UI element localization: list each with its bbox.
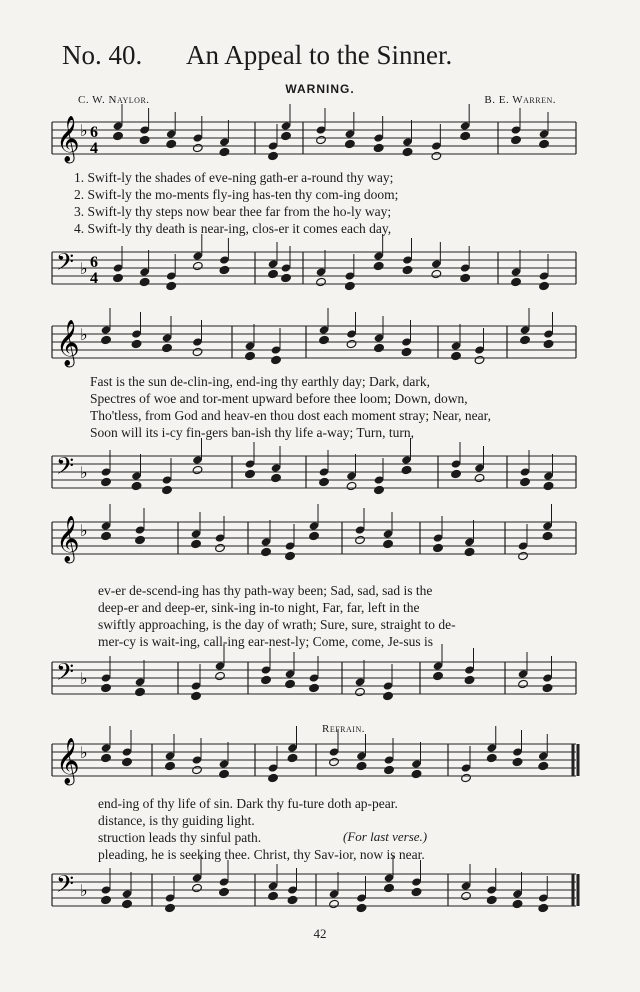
treble-clef-icon: 𝄞 <box>56 320 80 366</box>
note-head <box>281 131 292 140</box>
bass-clef-icon: 𝄢 <box>56 658 75 691</box>
lyric-line: Fast is the sun de-clin-ing, end-ing thy earthly day; Dark, dark, <box>90 374 431 389</box>
note-head <box>165 903 176 912</box>
note-head <box>268 773 279 782</box>
bass-clef-icon: 𝄢 <box>56 248 75 281</box>
note-head <box>192 261 203 270</box>
note-head <box>101 531 112 540</box>
note-head <box>101 477 112 486</box>
note-head <box>383 691 394 700</box>
note-head <box>474 473 485 482</box>
lyric-line: struction leads thy sinful path. <box>98 830 262 845</box>
note-head <box>101 683 112 692</box>
note-head <box>433 543 444 552</box>
note-head <box>538 903 549 912</box>
note-head <box>329 757 340 766</box>
lyric-line: ev-er de-scend-ing has thy path-way been; Sad, sad, sad is the <box>98 583 433 598</box>
note-head <box>356 761 367 770</box>
note-head <box>329 899 340 908</box>
note-head <box>411 887 422 896</box>
note-head <box>319 335 330 344</box>
lyric-line: Spectres of woe and tor-ment upward before thee loom; Down, down, <box>90 391 468 406</box>
note-head <box>268 151 279 160</box>
note-head <box>139 135 150 144</box>
hymn-title: An Appeal to the Sinner. <box>186 40 453 70</box>
note-head <box>402 147 413 156</box>
note-head <box>215 543 226 552</box>
last-verse-note: (For last verse.) <box>343 829 428 844</box>
treble-staff-3 <box>0 512 640 574</box>
lyric-line: 1. Swift-ly the shades of eve-ning gath-er a-round thy way; <box>74 170 394 185</box>
note-head <box>191 691 202 700</box>
note-head <box>542 683 553 692</box>
note-head <box>344 139 355 148</box>
lyric-line: deep-er and deep-er, sink-ing in-to night, Far, far, left in the <box>98 600 420 615</box>
note-head <box>346 481 357 490</box>
note-head <box>139 277 150 286</box>
note-head <box>346 339 357 348</box>
note-head <box>135 687 146 696</box>
bass-staff-4 <box>0 864 640 924</box>
note-head <box>518 551 529 560</box>
note-head <box>374 485 385 494</box>
note-head <box>461 891 472 900</box>
note-head <box>356 903 367 912</box>
note-head <box>511 135 522 144</box>
note-head <box>191 539 202 548</box>
lyric-line: Tho'tless, from God and heav-en thou dost each moment stray; Near, near, <box>90 408 491 423</box>
note-head <box>101 335 112 344</box>
note-head <box>245 351 256 360</box>
lyric-line: distance, is thy guiding light. <box>98 813 255 828</box>
note-head <box>287 753 298 762</box>
flat-icon: ♭ <box>80 121 88 140</box>
tempo-marking: WARNING. <box>285 82 355 96</box>
note-head <box>316 277 327 286</box>
page-number: 42 <box>313 926 327 941</box>
note-head <box>113 131 124 140</box>
note-head <box>219 887 230 896</box>
note-head <box>268 891 279 900</box>
flat-icon: ♭ <box>80 259 88 278</box>
note-head <box>101 895 112 904</box>
note-head <box>460 131 471 140</box>
note-head <box>538 761 549 770</box>
note-head <box>374 343 385 352</box>
note-head <box>474 355 485 364</box>
note-head <box>285 679 296 688</box>
note-head <box>512 899 523 908</box>
note-head <box>287 895 298 904</box>
note-head <box>271 355 282 364</box>
note-head <box>245 469 256 478</box>
note-head <box>261 675 272 684</box>
note-head <box>355 535 366 544</box>
time-signature-top: 6 <box>90 254 98 271</box>
note-head <box>451 469 462 478</box>
flat-icon: ♭ <box>80 669 88 688</box>
note-head <box>411 769 422 778</box>
note-head <box>520 477 531 486</box>
note-head <box>542 531 553 540</box>
note-head <box>401 347 412 356</box>
note-head <box>192 347 203 356</box>
note-head <box>431 151 442 160</box>
flat-icon: ♭ <box>80 521 88 540</box>
note-head <box>402 265 413 274</box>
note-head <box>215 671 226 680</box>
note-head <box>355 687 366 696</box>
note-head <box>285 551 296 560</box>
note-head <box>344 281 355 290</box>
note-head <box>373 261 384 270</box>
note-head <box>401 465 412 474</box>
bass-staff-1 <box>0 242 640 302</box>
time-signature-bottom: 4 <box>90 140 98 157</box>
bass-clef-icon: 𝄢 <box>56 452 75 485</box>
note-head <box>486 753 497 762</box>
note-head <box>219 147 230 156</box>
note-head <box>166 139 177 148</box>
note-head <box>511 277 522 286</box>
note-head <box>122 757 133 766</box>
note-head <box>122 899 133 908</box>
bass-staff-3 <box>0 652 640 712</box>
note-head <box>261 547 272 556</box>
flat-icon: ♭ <box>80 463 88 482</box>
flat-icon: ♭ <box>80 325 88 344</box>
note-head <box>384 883 395 892</box>
lyric-line: pleading, he is seeking thee. Christ, thy Sav-ior, now is near. <box>98 847 425 862</box>
note-head <box>131 481 142 490</box>
note-head <box>539 139 550 148</box>
note-head <box>543 339 554 348</box>
note-head <box>162 343 173 352</box>
note-head <box>219 265 230 274</box>
treble-clef-icon: 𝄞 <box>56 738 80 784</box>
note-head <box>543 481 554 490</box>
note-head <box>316 135 327 144</box>
lyric-line: Soon will its i-cy fin-gers ban-ish thy life a-way; Turn, turn, <box>90 425 414 440</box>
flat-icon: ♭ <box>80 881 88 900</box>
bass-staff-2 <box>0 446 640 506</box>
note-head <box>113 273 124 282</box>
time-signature-top: 6 <box>90 124 98 141</box>
note-head <box>271 473 282 482</box>
note-head <box>520 335 531 344</box>
bass-clef-icon: 𝄢 <box>56 870 75 903</box>
note-head <box>281 273 292 282</box>
treble-clef-icon: 𝄞 <box>56 516 80 562</box>
note-head <box>319 477 330 486</box>
note-head <box>431 269 442 278</box>
treble-clef-icon: 𝄞 <box>56 116 80 162</box>
note-head <box>165 761 176 770</box>
composer-credit: B. E. Warren. <box>484 94 556 106</box>
treble-staff-4 <box>0 734 640 794</box>
note-head <box>192 765 203 774</box>
note-head <box>451 351 462 360</box>
note-head <box>309 531 320 540</box>
note-head <box>539 281 550 290</box>
note-head <box>131 339 142 348</box>
note-head <box>162 485 173 494</box>
time-signature-bottom: 4 <box>90 270 98 287</box>
note-head <box>192 465 203 474</box>
flat-icon: ♭ <box>80 743 88 762</box>
note-head <box>373 143 384 152</box>
lyricist-credit: C. W. Naylor. <box>78 94 150 106</box>
treble-staff-2 <box>0 316 640 376</box>
lyric-line: mer-cy is wait-ing, call-ing ear-nest-ly; Come, come, Je-sus is <box>98 634 433 649</box>
lyric-line: 2. Swift-ly the mo-ments fly-ing has-ten thy com-ing doom; <box>74 187 399 202</box>
note-head <box>268 269 279 278</box>
refrain-label: Refrain. <box>322 723 365 735</box>
note-head <box>464 547 475 556</box>
note-head <box>433 671 444 680</box>
note-head <box>219 769 230 778</box>
hymn-number: No. 40. <box>62 40 143 70</box>
note-head <box>464 675 475 684</box>
note-head <box>192 143 203 152</box>
note-head <box>166 281 177 290</box>
note-head <box>101 753 112 762</box>
note-head <box>309 683 320 692</box>
note-head <box>384 765 395 774</box>
note-head <box>192 883 203 892</box>
note-head <box>135 535 146 544</box>
note-head <box>383 539 394 548</box>
lyric-line: 3. Swift-ly thy steps now bear thee far from the ho-ly way; <box>74 204 392 219</box>
lyric-line: swiftly approaching, is the day of wrath; Sure, sure, straight to de- <box>98 617 456 632</box>
note-head <box>486 895 497 904</box>
lyric-line: 4. Swift-ly thy death is near-ing, clos-er it comes each day, <box>74 221 392 236</box>
note-head <box>460 273 471 282</box>
lyric-line: end-ing of thy life of sin. Dark thy fu-ture doth ap-pear. <box>98 796 398 811</box>
note-head <box>461 773 472 782</box>
treble-staff-1 <box>0 112 640 174</box>
note-head <box>512 757 523 766</box>
note-head <box>518 679 529 688</box>
